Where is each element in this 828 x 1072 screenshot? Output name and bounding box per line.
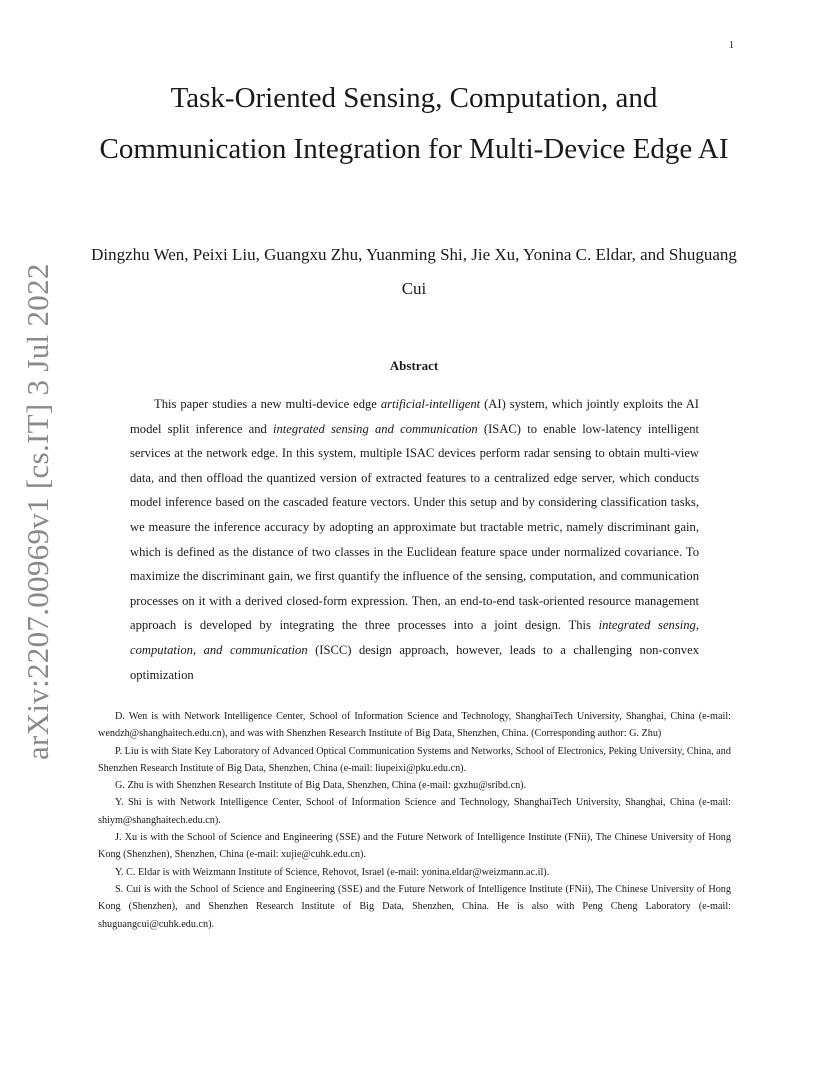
footnote-zhu: G. Zhu is with Shenzhen Research Institute of Big Data, Shenzhen, China (e-mail: gxzhu@sribd.cn). bbox=[115, 780, 527, 792]
page-number: 1 bbox=[729, 40, 734, 51]
abstract-text-segment: This paper studies a new multi-device edge bbox=[154, 397, 381, 411]
abstract-term-iscc: integrated sensing, computation, and communication bbox=[130, 618, 699, 657]
abstract-term-isac: integrated sensing and communication bbox=[273, 421, 478, 436]
abstract-term-ai: artificial-intelligent bbox=[380, 397, 481, 411]
arxiv-identifier: arXiv:2207.00969v1 [cs.IT] 3 Jul 2022 bbox=[20, 263, 55, 760]
abstract-text-segment: (ISCC) design approach, however, leads to a challenging non-convex optimization bbox=[130, 642, 699, 682]
footnote-eldar: Y. C. Eldar is with Weizmann Institute of Science, Rehovot, Israel (e-mail: yonina.eldar@weizmann.ac.il). bbox=[115, 866, 550, 878]
author-list: Dingzhu Wen, Peixi Liu, Guangxu Zhu, Yuanming Shi, Jie Xu, Yonina C. Eldar, and Shuguang Cui bbox=[91, 245, 737, 298]
affiliation-footnotes bbox=[98, 708, 731, 933]
abstract-body bbox=[130, 392, 699, 687]
footnote-wen: D. Wen is with Network Intelligence Center, School of Information Science and Technology, ShanghaiTech University, Shanghai, China (e-mail: wendzh@shanghaitech.edu.cn), and was with Shenzhen Research Institute of Big Data, Shenzhen, China. (Corresponding author: G. Zhu) bbox=[98, 711, 731, 740]
abstract-text-segment: (ISAC) to enable low-latency intelligent services at the network edge. In this system, multiple ISAC devices perform radar sensing to obtain multi-view data, and then offload the quantized version of extracted features to a centralized edge server, which conducts model inference based on the cascaded feature vectors. Under this setup and by considering classification tasks, we measure the inference accuracy by adopting an approximate but tractable metric, namely discriminant gain, which is defined as the distance of two classes in the Euclidean feature space under normalized covariance. To maximize the discriminant gain, we first quantify the influence of the sensing, computation, and communication processes on it with a derived closed-form expression. Then, an end-to-end task-oriented resource management approach is developed by integrating the three processes into a joint design. This bbox=[130, 421, 699, 633]
footnote-liu: P. Liu is with State Key Laboratory of Advanced Optical Communication Systems and Networks, School of Electronics, Peking University, China, and Shenzhen Research Institute of Big Data, Shenzhen, China (e-mail: liupeixi@pku.edu.cn). bbox=[98, 745, 731, 774]
paper-title: Task-Oriented Sensing, Computation, and Communication Integration for Multi-Device Edge AI bbox=[99, 82, 729, 165]
footnote-xu: J. Xu is with the School of Science and Engineering (SSE) and the Future Network of Intelligence Institute (FNii), The Chinese University of Hong Kong (Shenzhen), Shenzhen, China (e-mail: xujie@cuhk.edu.cn). bbox=[98, 832, 731, 861]
abstract-text-segment: (AI) system, which jointly exploits the AI model split inference and bbox=[130, 397, 699, 436]
footnote-shi: Y. Shi is with Network Intelligence Center, School of Information Science and Technology, ShanghaiTech University, Shanghai, China (e-mail: shiym@shanghaitech.edu.cn). bbox=[98, 797, 731, 826]
abstract-heading: Abstract bbox=[389, 358, 439, 373]
footnote-cui: S. Cui is with the School of Science and Engineering (SSE) and the Future Network of Intelligence Institute (FNii), The Chinese University of Hong Kong (Shenzhen), and Shenzhen Research Institute of Big Data, Shenzhen, China. He is also with Peng Cheng Laboratory (e-mail: shuguangcui@cuhk.edu.cn). bbox=[98, 883, 731, 930]
